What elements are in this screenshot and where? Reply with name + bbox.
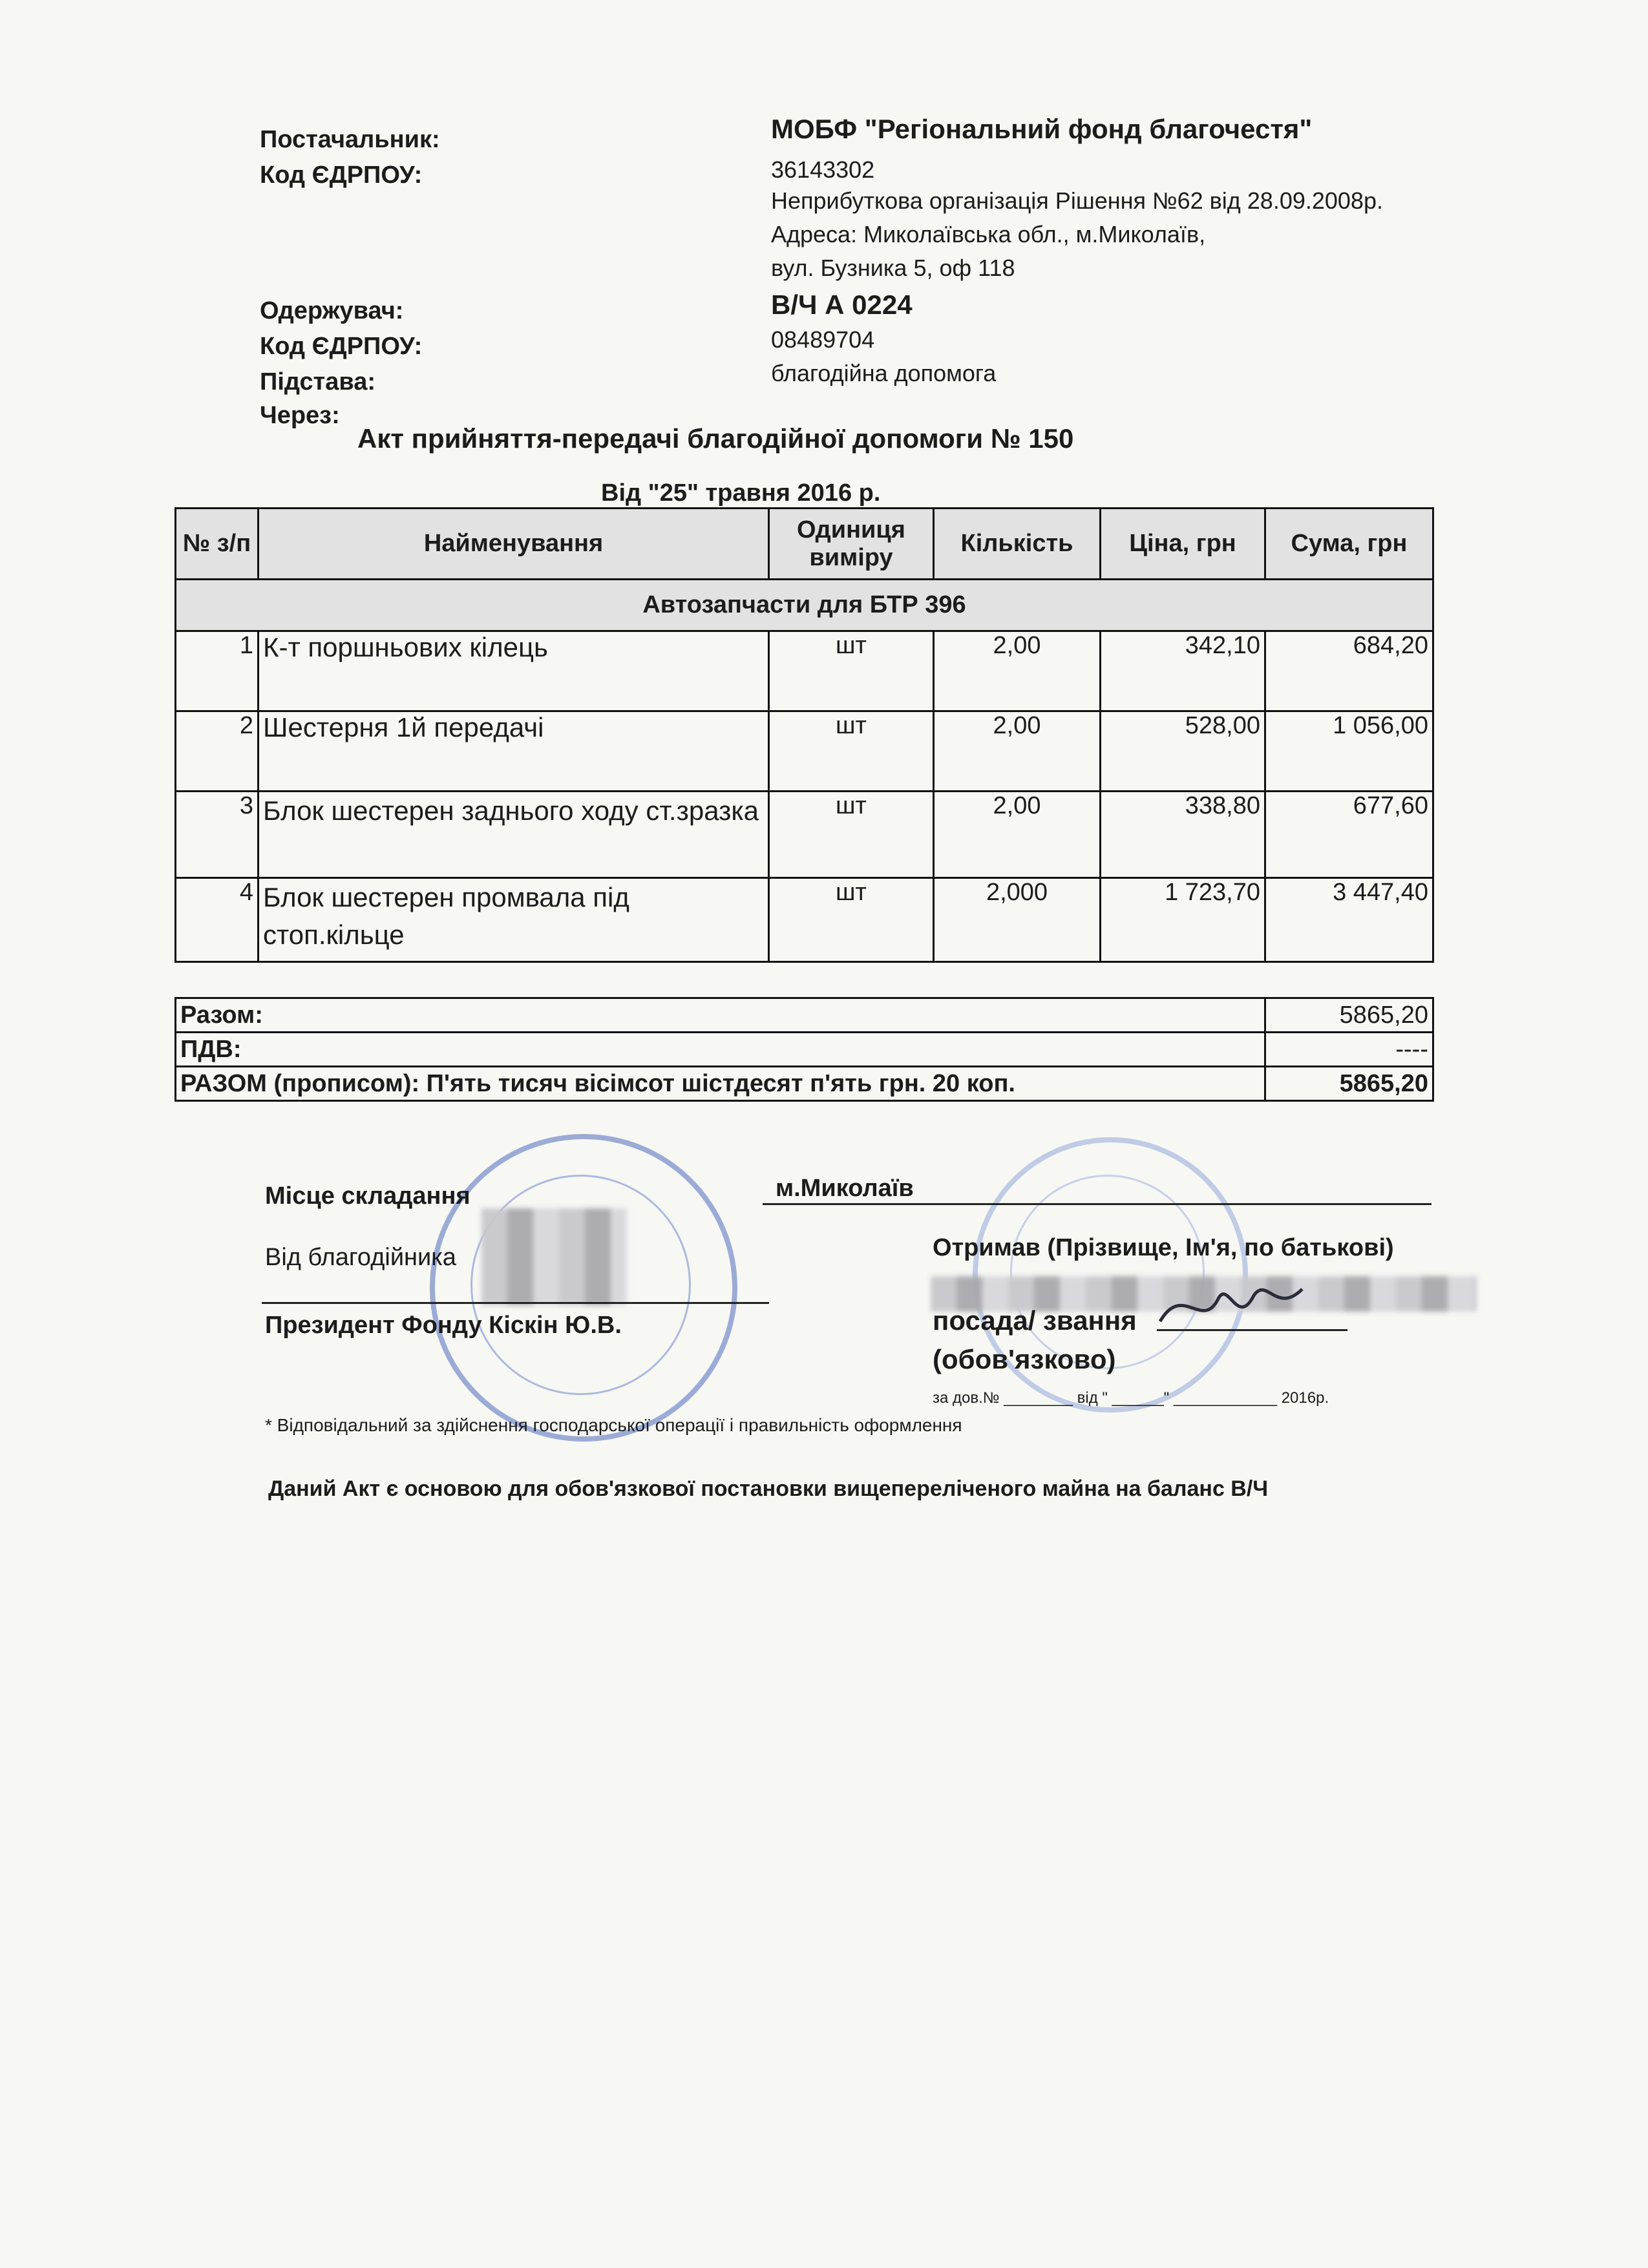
- supplier-name: МОБФ "Регіональний фонд благочестя": [771, 114, 1313, 144]
- place-label: Місце складання: [265, 1182, 470, 1210]
- total-value: 5865,20: [1265, 998, 1433, 1033]
- total-row: [176, 998, 1433, 1033]
- place-value: м.Миколаїв: [776, 1175, 914, 1202]
- vat-value: ----: [1265, 1033, 1433, 1067]
- row-name: Шестерня 1й передачі: [259, 711, 769, 792]
- place-underline: [763, 1203, 1431, 1205]
- header-price: Ціна, грн: [1101, 509, 1265, 580]
- row-unit: шт: [769, 878, 934, 962]
- header-name: Найменування: [259, 509, 769, 580]
- row-sum: 684,20: [1265, 631, 1433, 711]
- row-name: Блок шестерен заднього ходу ст.зразка: [259, 792, 769, 878]
- totals-table: [174, 997, 1434, 1102]
- recipient-label: Одержувач:: [260, 297, 404, 324]
- president-name: Президент Фонду Кіскін Ю.В.: [265, 1312, 622, 1339]
- row-price: 528,00: [1101, 711, 1265, 792]
- row-sum: 677,60: [1265, 792, 1433, 878]
- row-price: 342,10: [1101, 631, 1265, 711]
- supplier-address-1: Адреса: Миколаївська обл., м.Миколаїв,: [771, 221, 1206, 247]
- redacted-signature: [481, 1208, 627, 1305]
- total-words-value: 5865,20: [1265, 1067, 1433, 1101]
- row-quantity: 2,00: [934, 631, 1101, 711]
- row-unit: шт: [769, 792, 934, 878]
- supplier-status: Неприбуткова організація Рішення №62 від 28.09.2008р.: [771, 187, 1383, 214]
- position-label: посада/ звання: [933, 1305, 1137, 1336]
- handwritten-signature: [1157, 1270, 1305, 1341]
- row-number: 1: [176, 631, 259, 711]
- received-label: Отримав (Прізвище, Ім'я, по батькові): [933, 1234, 1394, 1261]
- vat-row: [176, 1033, 1433, 1067]
- row-name: Блок шестерен промвала під стоп.кільце: [259, 878, 769, 962]
- basis-value: благодійна допомога: [771, 360, 997, 386]
- recipient-code-label: Код ЄДРПОУ:: [260, 333, 423, 360]
- basis-label: Підстава:: [260, 368, 376, 395]
- row-quantity: 2,000: [934, 878, 1101, 962]
- row-name: К-т поршньових кілець: [259, 631, 769, 711]
- recipient-code: 08489704: [771, 326, 875, 353]
- row-number: 2: [176, 711, 259, 792]
- supplier-address-2: вул. Бузника 5, оф 118: [771, 255, 1015, 281]
- table-row: [176, 878, 1433, 962]
- row-unit: шт: [769, 711, 934, 792]
- table-row: [176, 711, 1433, 792]
- act-title: Акт прийняття-передачі благодійної допомоги № 150: [357, 423, 1074, 454]
- row-sum: 1 056,00: [1265, 711, 1433, 792]
- header-quantity: Кількість: [934, 509, 1101, 580]
- row-price: 1 723,70: [1101, 878, 1265, 962]
- header-unit: Одиниця виміру: [769, 509, 934, 580]
- supplier-code-label: Код ЄДРПОУ:: [260, 162, 423, 189]
- supplier-label: Постачальник:: [260, 126, 440, 153]
- header-sum: Сума, грн: [1265, 509, 1433, 580]
- row-sum: 3 447,40: [1265, 878, 1433, 962]
- recipient-name: В/Ч А 0224: [771, 289, 913, 320]
- row-price: 338,80: [1101, 792, 1265, 878]
- items-table: [174, 507, 1434, 963]
- act-date: Від "25" травня 2016 р.: [601, 479, 881, 507]
- responsibility-note: * Відповідальний за здійснення господарської операції і правильність оформлення: [265, 1415, 962, 1435]
- group-title: Автозапчасти для БТР 396: [176, 580, 1433, 631]
- row-number: 3: [176, 792, 259, 878]
- row-unit: шт: [769, 631, 934, 711]
- vat-label: ПДВ:: [176, 1033, 1265, 1067]
- row-number: 4: [176, 878, 259, 962]
- contract-line: за дов.№ ________ від " ______" ____________ 2016р.: [933, 1389, 1329, 1407]
- header-number: № з/п: [176, 509, 259, 580]
- supplier-code: 36143302: [771, 156, 875, 183]
- table-row: [176, 792, 1433, 878]
- total-label: Разом:: [176, 998, 1265, 1033]
- table-row: [176, 631, 1433, 711]
- row-quantity: 2,00: [934, 792, 1101, 878]
- balance-statement: Даний Акт є основою для обов'язкової постановки вищепереліченого майна на баланс В/Ч: [268, 1476, 1269, 1501]
- donor-signature-line: [262, 1302, 769, 1304]
- via-label: Через:: [260, 402, 340, 429]
- total-words-row: [176, 1067, 1433, 1101]
- donor-label: Від благодійника: [265, 1244, 456, 1271]
- required-label: (обов'язково): [933, 1344, 1116, 1374]
- table-header-row: [176, 509, 1433, 580]
- total-words-label: РАЗОМ (прописом): П'ять тисяч вісімсот шістдесят п'ять грн. 20 коп.: [176, 1067, 1265, 1101]
- group-row: [176, 580, 1433, 631]
- row-quantity: 2,00: [934, 711, 1101, 792]
